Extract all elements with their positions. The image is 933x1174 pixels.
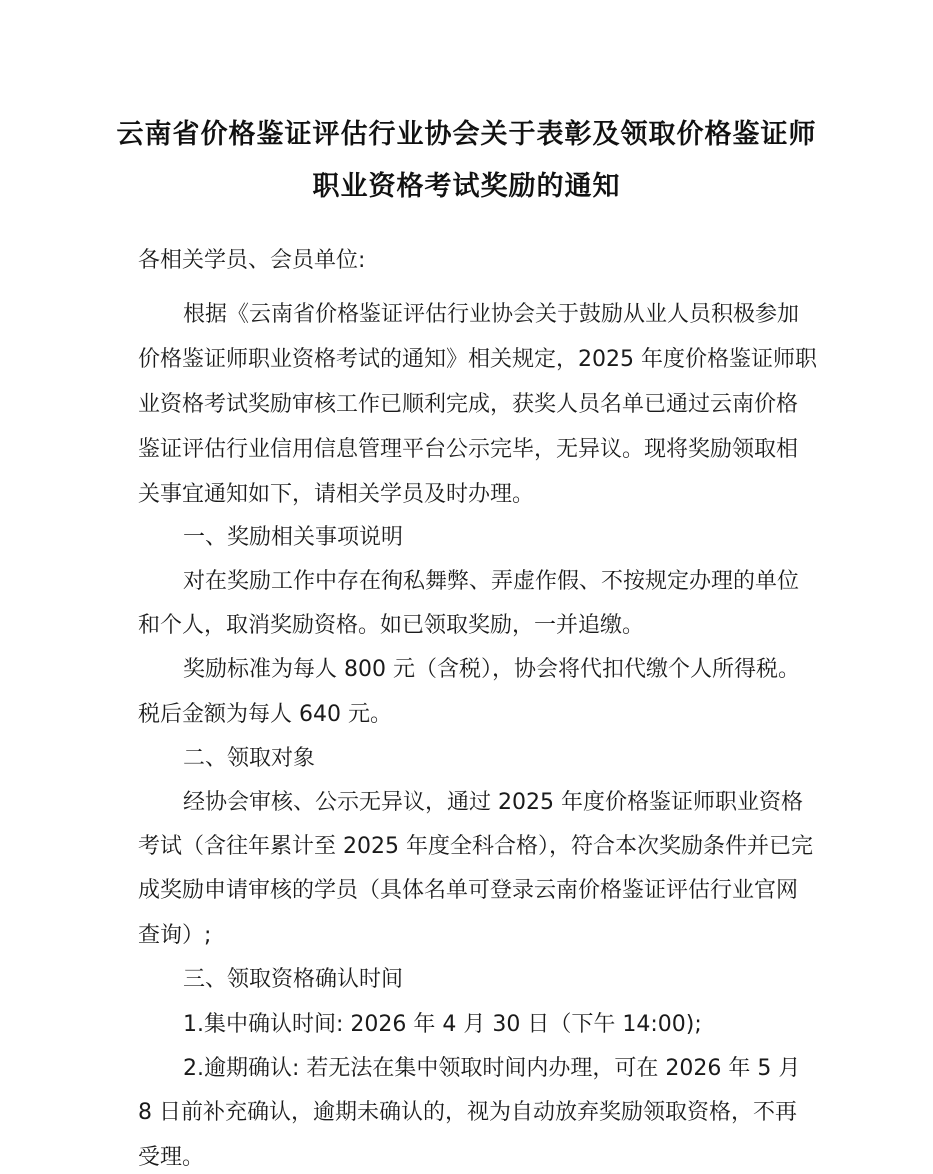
paragraph-line: 业资格考试奖励审核工作已顺利完成，获奖人员名单已通过云南价格 <box>138 392 799 417</box>
list-item: 2.逾期确认: 若无法在集中领取时间内办理，可在 2026 年 5 月 <box>183 1056 801 1081</box>
paragraph-line: 关事宜通知如下，请相关学员及时办理。 <box>138 482 535 507</box>
paragraph-line: 8 日前补充确认，逾期未确认的，视为自动放弃奖励领取资格，不再 <box>138 1100 797 1125</box>
paragraph-line: 受理。 <box>138 1145 205 1170</box>
paragraph-line: 鉴证评估行业信用信息管理平台公示完毕，无异议。现将奖励领取相 <box>138 437 799 462</box>
paragraph-line: 经协会审核、公示无异议，通过 2025 年度价格鉴证师职业资格 <box>183 790 803 815</box>
salutation: 各相关学员、会员单位: <box>138 248 366 273</box>
paragraph-line: 价格鉴证师职业资格考试的通知》相关规定，2025 年度价格鉴证师职 <box>138 347 817 372</box>
paragraph-line: 奖励标准为每人 800 元（含税），协会将代扣代缴个人所得税。 <box>183 657 800 682</box>
notice-title-line-2: 职业资格考试奖励的通知 <box>312 171 621 202</box>
paragraph-line: 成奖励申请审核的学员（具体名单可登录云南价格鉴证评估行业官网 <box>138 878 799 903</box>
paragraph-line: 根据《云南省价格鉴证评估行业协会关于鼓励从业人员积极参加 <box>183 302 800 327</box>
paragraph-line: 对在奖励工作中存在徇私舞弊、弄虚作假、不按规定办理的单位 <box>183 569 800 594</box>
paragraph-line: 税后金额为每人 640 元。 <box>138 702 392 727</box>
section-heading-2: 二、领取对象 <box>183 746 316 771</box>
list-item: 1.集中确认时间: 2026 年 4 月 30 日（下午 14:00); <box>183 1012 702 1037</box>
notice-title-line-1: 云南省价格鉴证评估行业协会关于表彰及领取价格鉴证师 <box>116 119 817 150</box>
section-heading-3: 三、领取资格确认时间 <box>183 967 404 992</box>
paragraph-line: 查询）; <box>138 923 212 948</box>
paragraph-line: 考试（含往年累计至 2025 年度全科合格），符合本次奖励条件并已完 <box>138 834 813 859</box>
section-heading-1: 一、奖励相关事项说明 <box>183 525 404 550</box>
paragraph-line: 和个人，取消奖励资格。如已领取奖励，一并追缴。 <box>138 613 645 638</box>
